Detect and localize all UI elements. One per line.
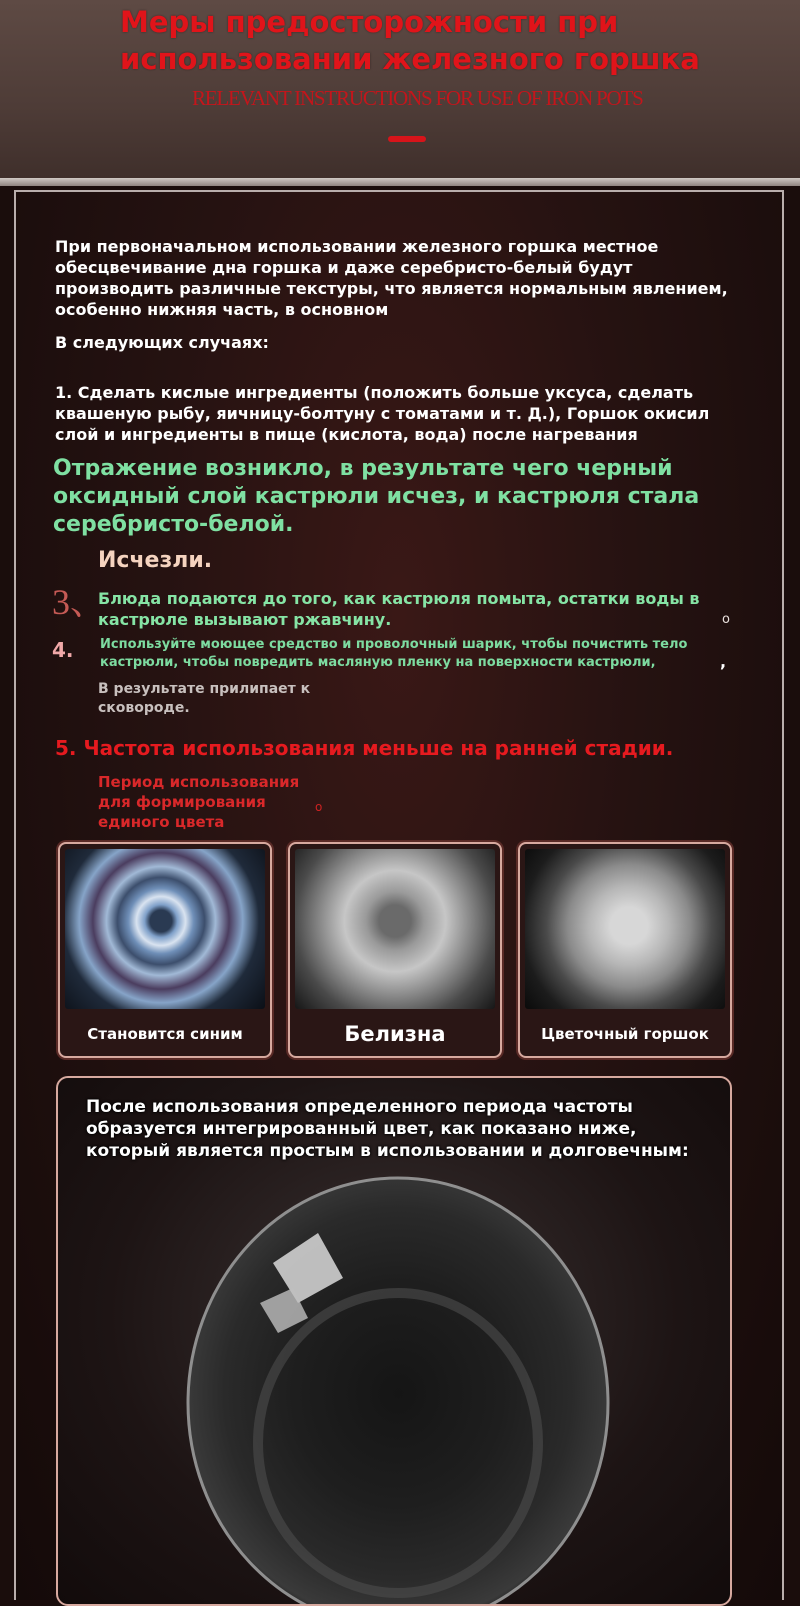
period-text: Период использования для формирования единого цвета <box>98 773 300 831</box>
pan-blue-image <box>65 849 265 1009</box>
item-3-number: 3、 <box>52 582 107 622</box>
item-1-text: 1. Сделать кислые ингредиенты (положить больше уксуса, сделать квашеную рыбу, яичницу-болтуну с томатами и т. Д.), Горшок окисил слой и ингредиенты в пище (кислота, вода) после нагревания <box>55 383 710 444</box>
cases-heading: В следующих случаях: <box>55 333 269 352</box>
bottom-card <box>56 1076 732 1606</box>
item-4-number: 4. <box>52 638 74 662</box>
item-5-text: 5. Частота использования меньше на ранней стадии. <box>55 736 674 760</box>
item-4-tail: , <box>720 652 727 671</box>
card-caption: Белизна <box>344 1022 446 1046</box>
page-subtitle: RELEVANT INSTRUCTIONS FOR USE OF IRON POTS <box>192 86 643 110</box>
decorative-dash <box>388 136 426 142</box>
intro-paragraph: При первоначальном использовании железного горшка местное обесцвечивание дна горшка и даже серебристо-белый будут производить различные текстуры, что является нормальным явлением, особенно нижняя часть, в основном <box>55 237 728 319</box>
page-title: Меры предосторожности при использовании железного горшка <box>120 5 700 76</box>
pan-flower-image <box>525 849 725 1009</box>
sticking-text: В результате прилипает к сковороде. <box>98 681 311 716</box>
pan-white-image <box>295 849 495 1009</box>
reflection-text: Отражение возникло, в результате чего черный оксидный слой кастрюли исчез, и кастрюля стала серебристо-белой. <box>53 456 700 537</box>
card-caption: Становится синим <box>87 1025 243 1043</box>
card-blue <box>58 842 272 1058</box>
card-caption: Цветочный горшок <box>541 1025 709 1043</box>
item-3-text: Блюда подаются до того, как кастрюля помыта, остатки воды в кастрюле вызывают ржавчину. <box>98 589 700 629</box>
header-banner <box>0 0 800 178</box>
bottom-caption: После использования определенного периода частоты образуется интегрированный цвет, как показано ниже, который является простым в использовании и долговечным: <box>86 1097 689 1161</box>
period-tail: o <box>315 800 323 814</box>
item-3-tail: o <box>722 612 730 627</box>
header-divider <box>0 178 800 186</box>
disappeared-text: Исчезли. <box>98 548 213 573</box>
card-white <box>288 842 502 1058</box>
card-flower <box>518 842 732 1058</box>
wok-image <box>178 1153 618 1606</box>
item-4-text: Используйте моющее средство и проволочный шарик, чтобы почистить тело кастрюли, чтобы повредить масляную пленку на поверхности кастрюли, <box>100 637 688 670</box>
